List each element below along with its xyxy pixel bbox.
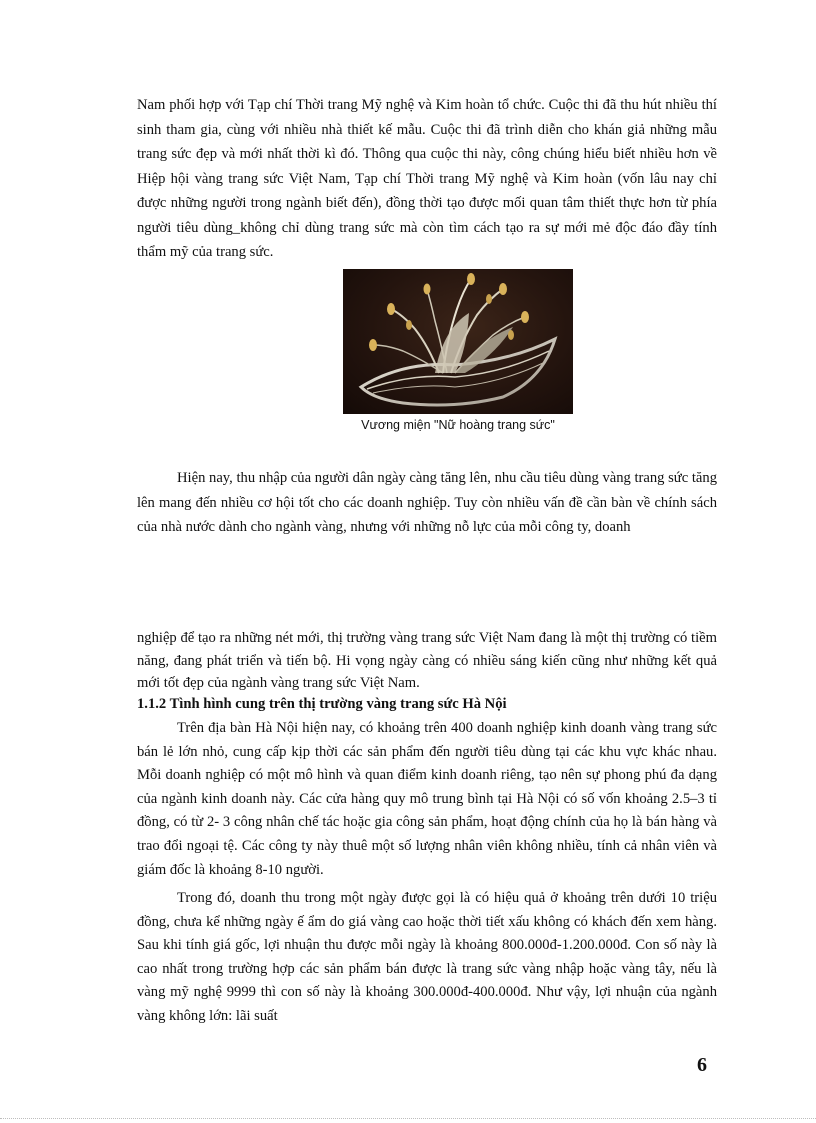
- paragraph-2: Hiện nay, thu nhập của người dân ngày càng tăng lên, nhu cầu tiêu dùng vàng trang sức tăng lên mang đến nhiều cơ hội tốt cho các doanh nghiệp. Tuy còn nhiều vấn đề cần bàn về chính sách của nhà nước dành cho ngành vàng, nhưng với những nỗ lực của mỗi công ty, doanh: [137, 470, 717, 535]
- figure-caption: Vương miện "Nữ hoàng trang sức": [361, 418, 555, 432]
- paragraph-1: Nam phối hợp với Tạp chí Thời trang Mỹ nghệ và Kim hoàn tổ chức. Cuộc thi đã thu hút nhiều thí sinh tham gia, cùng với nhiều nhà thiết kế mẫu. Cuộc thi đã trình diễn cho khán giả những mẫu trang sức đẹp và mới nhất thời kì đó. Thông qua cuộc thi này, công chúng hiểu biết nhiều hơn về Hiệp hội vàng trang sức Việt Nam, Tạp chí Thời trang Mỹ nghệ và Kim hoàn (vốn lâu nay chỉ được những người trong ngành biết đến), đồng thời tạo được mối quan tâm thiết thực hơn từ phía người tiêu dùng_không chỉ dùng trang sức mà còn tìm cách tạo ra sự mới mẻ độc đáo đầy tính thẩm mỹ của trang sức.: [137, 97, 717, 260]
- paragraph-4: Trên địa bàn Hà Nội hiện nay, có khoảng trên 400 doanh nghiệp kinh doanh vàng trang sức bán lẻ lớn nhỏ, cung cấp kịp thời các sản phẩm đến người tiêu dùng tại các khu vực khác nhau. Mỗi doanh nghiệp có một mô hình và quan điểm kinh doanh riêng, tạo nên sự phong phú đa dạng của ngành kinh doanh này. Các cửa hàng quy mô trung bình tại Hà Nội có số vốn khoảng 2.5–3 tỉ đồng, có từ 2- 3 công nhân chế tác hoặc gia công sản phẩm, hoạt động chính của họ là bán hàng và trao đổi ngoại tệ. Các công ty này thuê một số lượng nhân viên không nhiều, tính cả nhân viên và giám đốc là khoảng 8-10 người.: [137, 720, 717, 878]
- page-bottom-divider: [0, 1118, 816, 1119]
- section-heading: 1.1.2 Tình hình cung trên thị trường vàng trang sức Hà Nội: [137, 696, 507, 712]
- tiara-photo: [343, 269, 573, 414]
- paragraph-3: nghiệp để tạo ra những nét mới, thị trường vàng trang sức Việt Nam đang là một thị trường có tiềm năng, đang phát triển và tiến bộ. Hi vọng ngày càng có nhiều sáng kiến cũng như những kết quả mới tốt đẹp của ngành vàng trang sức Việt Nam.: [137, 630, 717, 691]
- paragraph-5: Trong đó, doanh thu trong một ngày được gọi là có hiệu quả ở khoảng trên dưới 10 triệu đồng, chưa kể những ngày ế ẩm do giá vàng cao hoặc thời tiết xấu không có khách đến xem hàng. Sau khi tính giá gốc, lợi nhuận thu được mỗi ngày là khoảng 800.000đ-1.200.000đ. Con số này là cao nhất trong trường hợp các sản phẩm bán được là trang sức vàng nhập hoặc vàng tây, nếu là vàng mỹ nghệ 9999 thì con số này là khoảng 300.000đ-400.000đ. Như vậy, lợi nhuận của ngành vàng không lớn: lãi suất: [137, 890, 717, 1024]
- page-number: 6: [697, 1054, 707, 1076]
